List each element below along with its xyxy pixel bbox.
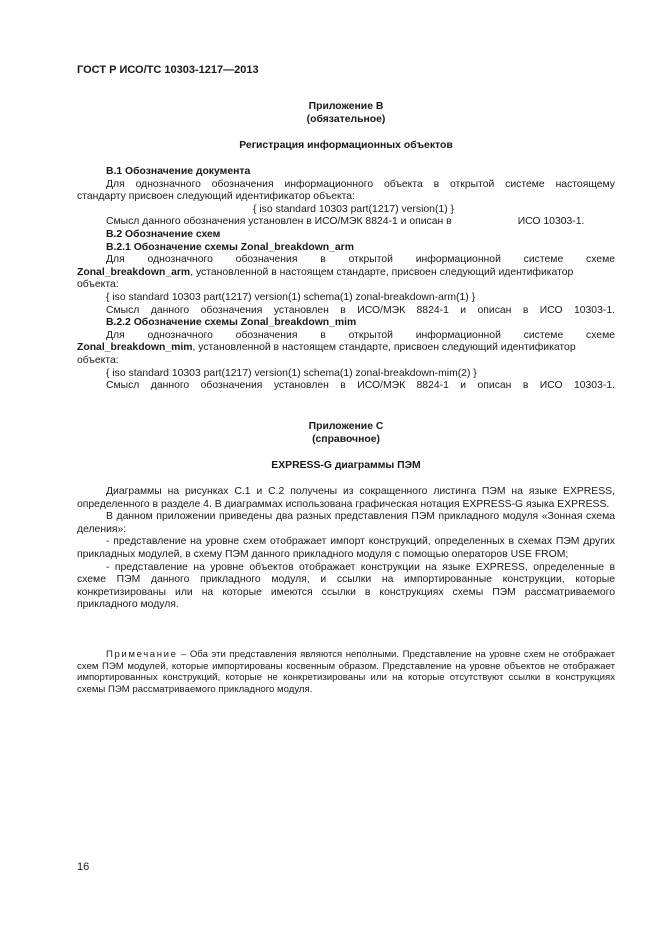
b2-heading: B.2 Обозначение схем <box>106 229 221 240</box>
b21-paragraph-line1: Для однозначного обозначения в открытой информационной системе схеме <box>106 254 615 266</box>
b1-meaning <box>77 216 615 229</box>
b22-paragraph-line3: объекта: <box>77 354 119 366</box>
b1-identifier: { iso standard 10303 part(1217) version(1) } <box>253 203 455 215</box>
b22-paragraph-line2-rest: , установленной в настоящем стандарте, присвоен следующий идентификатор <box>192 342 576 354</box>
b21-paragraph-line2-rest: , установленной в настоящем стандарте, присвоен следующий идентификатор <box>190 266 574 278</box>
section-b2 <box>77 229 615 393</box>
b1-meaning-ref: ИСО 10303-1. <box>517 216 585 228</box>
annex-c-title: Приложение C <box>308 421 384 432</box>
annex-c-list-item-2: - представление на уровне объектов отображает конструкции на языке EXPRESS, определенные в схеме ПЭМ данного прикладного модуля, и ссылки на импортированные конструкции, которые конкретизированы или на которые имеются ссылки в конструкциях схемы ПЭМ рассматриваемого прикладного модуля. <box>77 561 615 611</box>
document-header: ГОСТ Р ИСО/ТС 10303-1217—2013 <box>77 64 259 76</box>
b22-schema-name: Zonal_breakdown_mim <box>77 342 193 354</box>
b22-paragraph-line1: Для однозначного обозначения в открытой информационной системе схеме <box>106 329 615 341</box>
annex-c-heading: EXPRESS-G диаграммы ПЭМ <box>271 460 421 471</box>
b21-schema-name: Zonal_breakdown_arm <box>77 266 191 278</box>
b1-meaning-text: Смысл данного обозначения установлен в ИСО/МЭК 8824-1 и описан в <box>106 216 452 228</box>
b21-identifier: { iso standard 10303 part(1217) version(1) schema(1) zonal-breakdown-arm(1) } <box>106 291 476 303</box>
section-b1 <box>77 166 615 229</box>
b21-meaning: Смысл данного обозначения установлен в ИСО/МЭК 8824-1 и описан в ИСО 10303-1. <box>106 304 615 316</box>
annex-b-title-block <box>77 101 615 126</box>
note-text: – Оба эти представления являются неполными. Представление на уровне схем не отображает схем ПЭМ модулей, которые импортированы косвенным образом. Представление на уровне объектов не отображает импортированных конструкций, которые не конкретизированы или на которые отсутствуют ссылки в конструкциях схемы ПЭМ рассматриваемого прикладного модуля. <box>77 649 615 695</box>
b21-paragraph-line2 <box>77 267 615 280</box>
annex-c-title-block <box>77 421 615 446</box>
b1-paragraph-line1: Для однозначного обозначения информационного объекта в открытой системе настоящему <box>106 178 615 190</box>
annex-c-paragraph-1: Диаграммы на рисунках C.1 и C.2 получены из сокращенного листинга ПЭМ на языке EXPRESS, определенного в разделе 4. В диаграммах использована графическая нотация EXPRESS-G языка EXPRESS. <box>77 486 615 510</box>
b22-meaning: Смысл данного обозначения установлен в ИСО/МЭК 8824-1 и описан в ИСО 10303-1. <box>106 380 615 392</box>
annex-b-title: Приложение B <box>308 101 384 112</box>
b21-heading: B.2.1 Обозначение схемы Zonal_breakdown_arm <box>106 241 354 253</box>
annex-c-status: (справочное) <box>312 433 380 445</box>
b22-identifier: { iso standard 10303 part(1217) version(1) schema(1) zonal-breakdown-mim(2) } <box>106 367 477 379</box>
page-number: 16 <box>77 861 90 873</box>
annex-c-note <box>77 649 615 695</box>
b21-paragraph-line3: объекта: <box>77 279 119 291</box>
b22-heading: B.2.2 Обозначение схемы Zonal_breakdown_mim <box>106 317 357 329</box>
annex-c-paragraph-2: В данном приложении приведены два разных представления ПЭМ прикладного модуля «Зонная схема деления»: <box>77 511 615 535</box>
annex-c-list-item-1: - представление на уровне схем отображает импорт конструкций, определенных в схемах ПЭМ других прикладных модулей, в схему ПЭМ данного прикладного модуля с помощью операторов USE FROM; <box>77 536 615 560</box>
b1-heading: B.1 Обозначение документа <box>106 166 251 177</box>
note-label: Примечание <box>106 649 178 660</box>
b22-paragraph-line2 <box>77 342 615 355</box>
b1-paragraph-line2: стандарту присвоен следующий идентификатор объекта: <box>77 191 355 203</box>
annex-c-body <box>77 486 615 612</box>
annex-b-status: (обязательное) <box>306 113 386 125</box>
annex-b-heading: Регистрация информационных объектов <box>239 140 453 151</box>
note-paragraph <box>77 649 615 695</box>
